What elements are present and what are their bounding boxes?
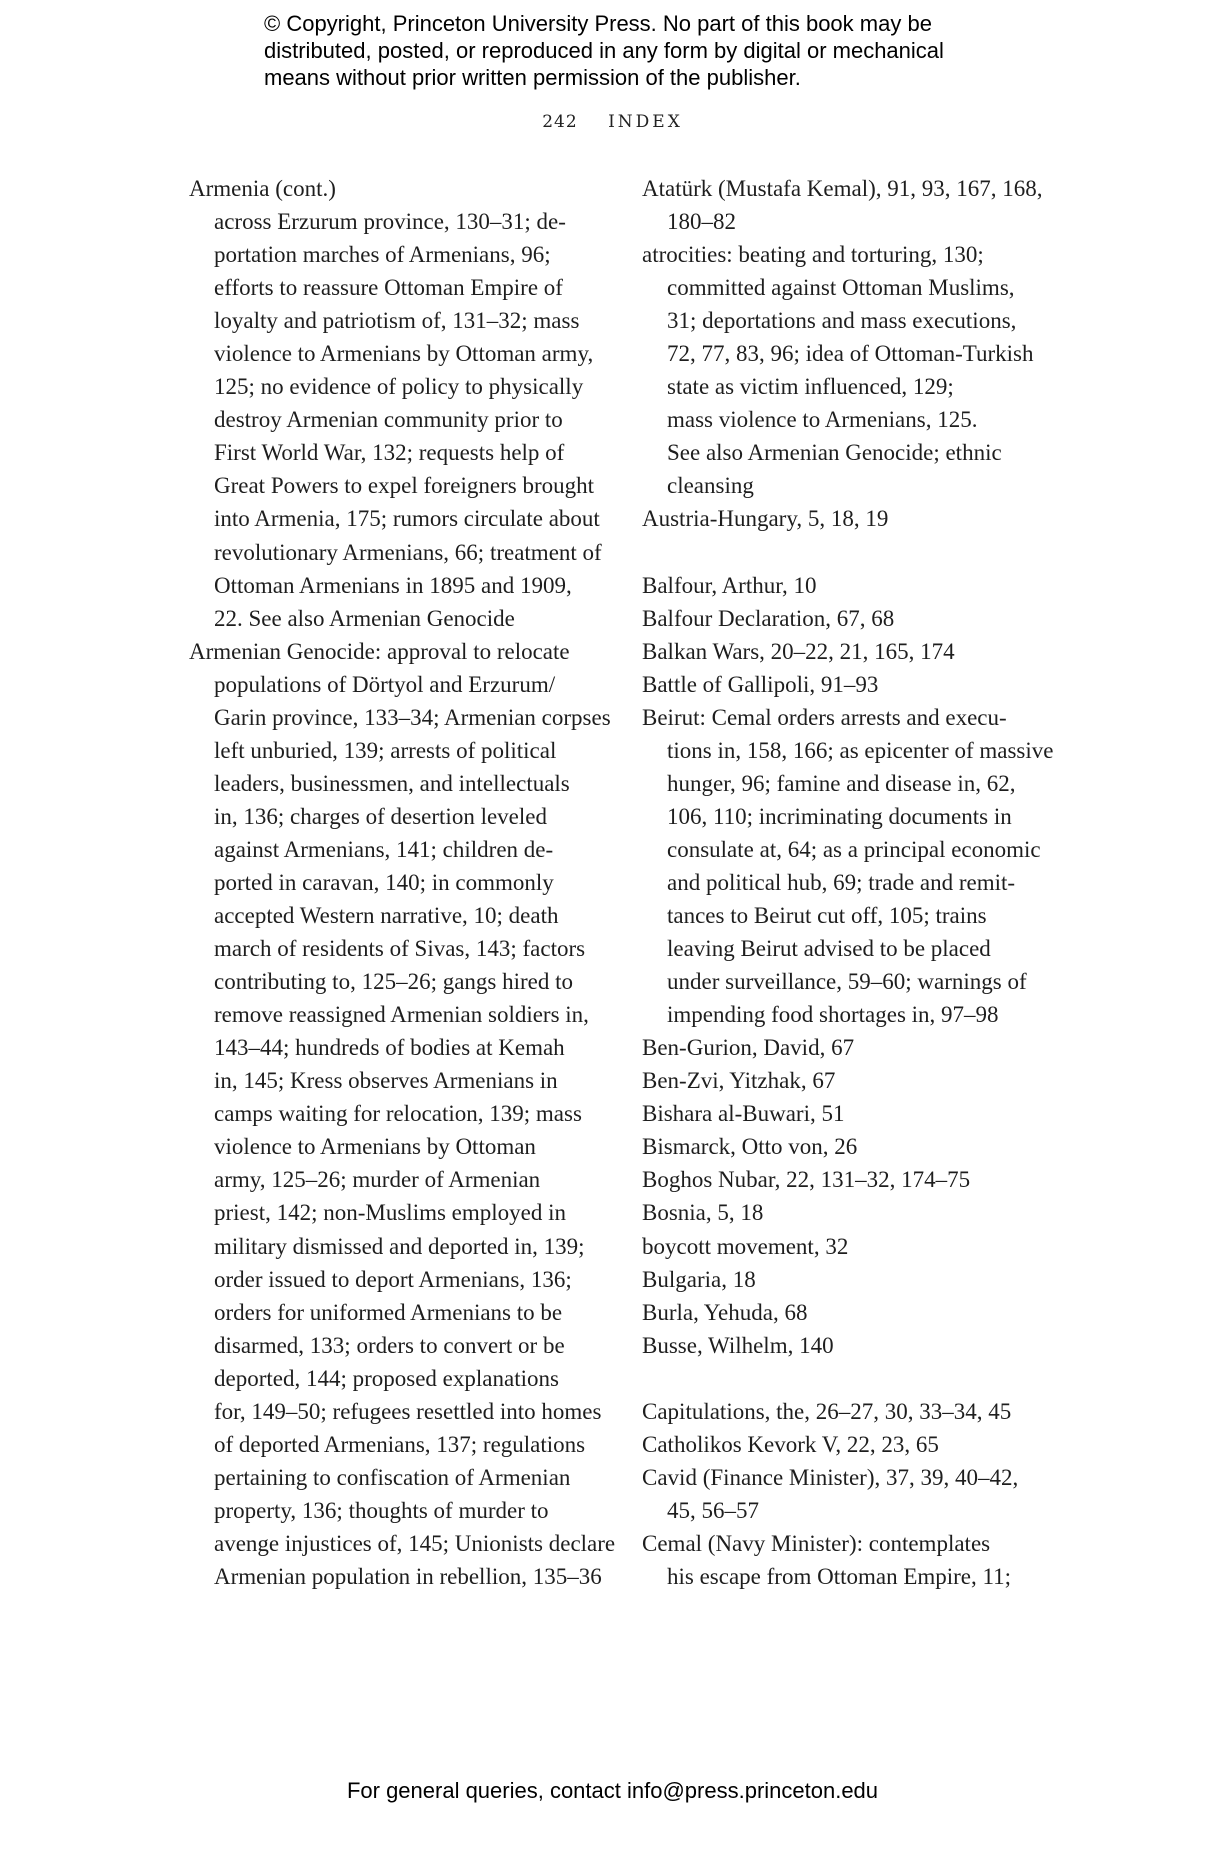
index-entry [642,1064,1062,1097]
index-entry [642,1527,1062,1593]
index-entry-continuation: order issued to deport Armenians, 136; [214,1266,572,1292]
index-entry-continuation: revolutionary Armenians, 66; treatment of [214,539,602,565]
index-entry-continuation: efforts to reassure Ottoman Empire of [214,275,563,301]
index-entry-heading: Armenian Genocide: approval to relocate [189,638,570,664]
index-entry-continuation: tances to Beirut cut off, 105; trains [667,903,987,929]
index-entry-heading: Boghos Nubar, 22, 131–32, 174–75 [642,1167,971,1193]
index-entry [642,1329,1062,1362]
index-entry-continuation: accepted Western narrative, 10; death [214,903,559,929]
running-head [0,112,1225,132]
index-entry-continuation: First World War, 132; requests help of [214,440,565,466]
index-entry [642,602,1062,635]
index-entry-heading: Bosnia, 5, 18 [642,1200,764,1226]
index-entry [642,1461,1062,1527]
index-entry-continuation: leaving Beirut advised to be placed [667,936,991,962]
index-entry-continuation: deported, 144; proposed explanations [214,1365,559,1391]
index-entry-continuation: Garin province, 133–34; Armenian corpses [214,704,611,730]
index-entry-continuation: tions in, 158, 166; as epicenter of massive [667,737,1054,763]
index-entry-continuation: violence to Armenians by Ottoman army, [214,341,594,367]
index-entry-continuation: state as victim influenced, 129; [667,374,954,400]
index-entry-heading: Balkan Wars, 20–22, 21, 165, 174 [642,638,955,664]
index-entry-heading: Armenia (cont.) [189,176,336,201]
index-entry-heading: Burla, Yehuda, 68 [642,1299,808,1325]
index-entry-continuation: loyalty and patriotism of, 131–32; mass [214,308,580,334]
index-entry-heading: Battle of Gallipoli, 91–93 [642,671,879,697]
index-entry-continuation: property, 136; thoughts of murder to [214,1497,549,1523]
index-column-right [642,172,1062,1593]
index-entry-heading: Atatürk (Mustafa Kemal), 91, 93, 167, 168, [642,176,1043,201]
index-entry-continuation: ported in caravan, 140; in commonly [214,869,554,895]
index-entry-continuation: and political hub, 69; trade and remit- [667,869,1016,895]
letter-group-gap [642,1362,1062,1395]
index-entry-continuation: Armenian population in rebellion, 135–36 [214,1563,602,1589]
index-entry-heading: Bulgaria, 18 [642,1266,756,1292]
index-entry-continuation: army, 125–26; murder of Armenian [214,1167,541,1193]
index-entry-heading: Bismarck, Otto von, 26 [642,1134,858,1160]
index-entry-continuation: mass violence to Armenians, 125. [667,407,978,433]
index-entry-continuation: contributing to, 125–26; gangs hired to [214,969,574,995]
index-entry [642,238,1062,502]
index-entry [642,668,1062,701]
index-entry-heading: Austria-Hungary, 5, 18, 19 [642,506,889,532]
index-entry-continuation: orders for uniformed Armenians to be [214,1299,563,1325]
index-entry-continuation: remove reassigned Armenian soldiers in, [214,1002,589,1028]
index-entry-continuation: Great Powers to expel foreigners brought [214,473,595,499]
index-entry [642,635,1062,668]
index-entry-continuation: populations of Dörtyol and Erzurum/ [214,671,556,697]
index-entry [642,1031,1062,1064]
index-entry-continuation: under surveillance, 59–60; warnings of [667,969,1027,995]
index-entry [642,1196,1062,1229]
index-entry-continuation: across Erzurum province, 130–31; de- [214,209,566,235]
index-entry-heading: Cemal (Navy Minister): contemplates [642,1530,991,1556]
index-entry-continuation: See also Armenian Genocide; ethnic [667,440,1002,466]
index-entry-continuation: in, 136; charges of desertion leveled [214,803,547,829]
index-entry-continuation: 31; deportations and mass executions, [667,308,1017,334]
section-title: INDEX [608,112,683,132]
copyright-notice [264,10,1024,91]
index-entry-continuation: military dismissed and deported in, 139; [214,1233,585,1259]
index-entry-continuation: into Armenia, 175; rumors circulate about [214,506,600,532]
index-entry-continuation: impending food shortages in, 97–98 [667,1002,999,1028]
index-entry-continuation: of deported Armenians, 137; regulations [214,1431,586,1457]
index-entry [642,1296,1062,1329]
index-entry-continuation: his escape from Ottoman Empire, 11; [667,1563,1012,1589]
index-entry-heading: Balfour, Arthur, 10 [642,572,817,598]
index-entry-continuation: Ottoman Armenians in 1895 and 1909, [214,572,572,598]
index-entry [642,1163,1062,1196]
index-entry-heading: atrocities: beating and torturing, 130; [642,242,984,268]
letter-group-gap [642,536,1062,569]
index-entry [642,1130,1062,1163]
index-entry-heading: Catholikos Kevork V, 22, 23, 65 [642,1431,939,1457]
index-entry-continuation: leaders, businessmen, and intellectuals [214,770,570,796]
index-entry-continuation: hunger, 96; famine and disease in, 62, [667,770,1016,796]
index-entry-heading: Ben-Zvi, Yitzhak, 67 [642,1068,836,1094]
index-entry-continuation: 45, 56–57 [667,1497,759,1523]
index-entry [642,1263,1062,1296]
index-entry [189,635,616,1593]
index-entry [642,1097,1062,1130]
index-entry [642,1395,1062,1428]
index-entry-continuation: left unburied, 139; arrests of political [214,737,557,763]
index-entry-heading: boycott movement, 32 [642,1233,849,1259]
index-entry [642,701,1062,1031]
index-entry-heading: Ben-Gurion, David, 67 [642,1035,855,1061]
index-entry-continuation: 72, 77, 83, 96; idea of Ottoman-Turkish [667,341,1034,367]
index-entry-continuation: disarmed, 133; orders to convert or be [214,1332,565,1358]
page-number: 242 [542,112,578,132]
index-entry-continuation: consulate at, 64; as a principal economic [667,836,1041,862]
copyright-line: © Copyright, Princeton University Press. No part of this book may be [264,11,932,36]
index-entry [642,172,1062,238]
index-entry-heading: Beirut: Cemal orders arrests and execu- [642,704,1007,730]
index-entry-continuation: march of residents of Sivas, 143; factors [214,936,586,962]
index-column-left [189,172,616,1593]
index-entry-heading: Bishara al-Buwari, 51 [642,1101,845,1127]
index-entry-heading: Capitulations, the, 26–27, 30, 33–34, 45 [642,1398,1012,1424]
copyright-line: distributed, posted, or reproduced in any form by digital or mechanical [264,38,944,63]
index-entry-heading: Cavid (Finance Minister), 37, 39, 40–42, [642,1464,1019,1490]
index-entry-continuation: 125; no evidence of policy to physically [214,374,584,400]
index-entry-continuation: for, 149–50; refugees resettled into homes [214,1398,602,1424]
index-entry-continuation: 22. See also Armenian Genocide [214,605,515,631]
copyright-line: means without prior written permission of the publisher. [264,65,801,90]
index-entry-continuation: pertaining to confiscation of Armenian [214,1464,571,1490]
index-entry-continuation: violence to Armenians by Ottoman [214,1134,536,1160]
index-entry-continuation: against Armenians, 141; children de- [214,836,554,862]
index-entry-continuation: camps waiting for relocation, 139; mass [214,1101,582,1127]
index-entry-heading: Busse, Wilhelm, 140 [642,1332,834,1358]
index-entry-continuation: 180–82 [667,209,736,235]
index-entry-continuation: in, 145; Kress observes Armenians in [214,1068,558,1094]
index-entry [642,1230,1062,1263]
index-entry [642,1428,1062,1461]
index-entry [642,569,1062,602]
index-entry-continuation: committed against Ottoman Muslims, [667,275,1015,301]
index-entry-continuation: priest, 142; non-Muslims employed in [214,1200,567,1226]
index-entry-continuation: 106, 110; incriminating documents in [667,803,1012,829]
index-entry-continuation: portation marches of Armenians, 96; [214,242,551,268]
index-entry-continuation: avenge injustices of, 145; Unionists declare [214,1530,616,1556]
index-entry-continuation: 143–44; hundreds of bodies at Kemah [214,1035,565,1061]
index-entry-continuation: destroy Armenian community prior to [214,407,563,433]
index-entry-continuation: cleansing [667,473,754,499]
index-entry-heading: Balfour Declaration, 67, 68 [642,605,895,631]
index-entry [189,172,609,635]
footer-contact: For general queries, contact info@press.princeton.edu [346,1778,879,1803]
index-entry [642,502,1062,535]
